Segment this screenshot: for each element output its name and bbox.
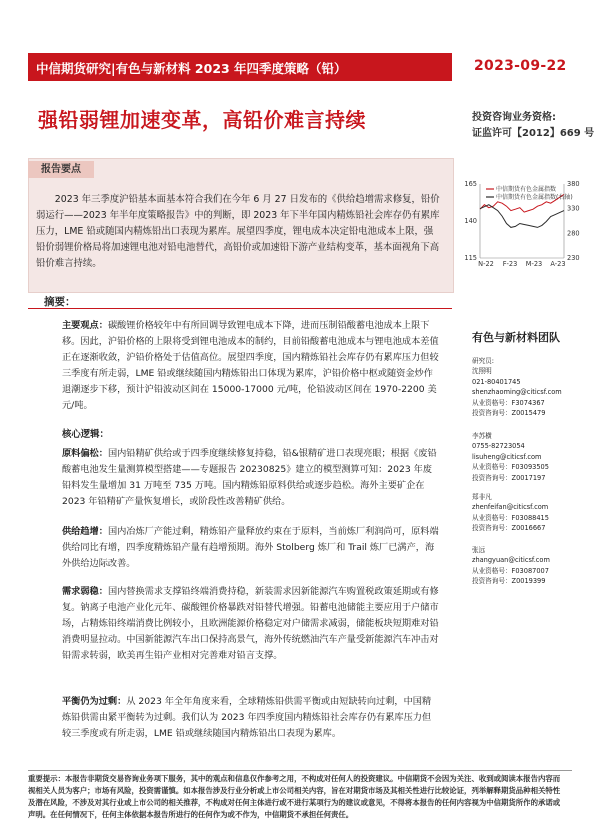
paragraph-text: 从 2023 年全年角度来看，全球精炼铅供需平衡或由短缺转向过剩，中国精炼铅供需由紧平衡转为过剩。我们认为 2023 年四季度国内精炼铅社会库存仍有累库压力但较三季度或有所走弱，LME 铅或继续随国内精炼铅出口表现为累库。 xyxy=(62,696,432,739)
member-cert: 投资咨询号：Z0015479 xyxy=(472,409,546,418)
left-axis-tick-label: 140 xyxy=(464,217,477,225)
member-cert: 从业资格号：F03093505 xyxy=(472,463,549,472)
abstract-label: 摘要： xyxy=(44,296,76,308)
lead-price-chart xyxy=(460,178,586,270)
member-email[interactable]: zhangyuan@citicsf.com xyxy=(472,556,550,565)
paragraph-main-view xyxy=(62,318,440,414)
paragraph-text: 国内冶炼厂产能过剩，精炼铅产量释放约束在于原料，当前炼厂利润尚可，原料端供给同比有增，四季度精炼铅产量有趋增预期。海外 Stolberg 炼厂和 Trail 炼厂已满产，海外供给边际改善。 xyxy=(62,526,439,569)
member-name: 郑非凡 xyxy=(472,493,492,501)
member-email[interactable]: lisuheng@citicsf.com xyxy=(472,452,542,461)
team-member xyxy=(472,356,562,418)
team-title: 有色与新材料团队 xyxy=(472,331,560,344)
member-cert: 从业资格号：F03088415 xyxy=(472,513,549,522)
report-series-title: 中信期货研究|有色与新材料 2023 年四季度策略（铅） xyxy=(36,61,347,76)
right-axis-tick-label: 230 xyxy=(567,254,580,262)
paragraph-lead: 主要观点： xyxy=(62,320,108,331)
paragraph-balance xyxy=(62,694,440,742)
member-cert: 投资咨询号：Z0019399 xyxy=(472,577,546,586)
qualification-line-1: 投资咨询业务资格: xyxy=(472,112,556,123)
paragraph-lead: 需求弱稳： xyxy=(62,586,108,597)
paragraph-raw-material xyxy=(62,446,440,510)
role-label: 研究员: xyxy=(472,357,495,365)
team-member xyxy=(472,492,549,534)
paragraph-supply xyxy=(62,524,440,572)
member-email[interactable]: zhenfeifan@citicsf.com xyxy=(472,503,549,512)
member-name: 李苏横 xyxy=(472,432,492,440)
paragraph-text: 国内替换需求支撑铅终端消费持稳，新装需求因新能源汽车购置税政策延期或有修复。钠离子电池产业化元年、碳酸锂价格暴跌对铅替代增强。铅蓄电池储能主要应用于户储市场，占精炼铅终端消费比例较小，且欧洲能源价格稳定对户储需求减弱，储能板块短期难对铅消费明显拉动。中国新能源汽车出口保持高景气，海外传统燃油汽车产量受新能源汽车冲击对铅需求转弱，欧美再生铅产业相对完善难对铅言支撑。 xyxy=(62,586,439,661)
paragraph-text: 国内铅精矿供给或于四季度继续修复持稳，铅&银精矿进口表现亮眼；根据《废铅酸蓄电池发生量测算模型搭建——专题报告 20230825》建立的模型测算可知：2023 年废铅料发生量增加 31 万吨至 735 万吨。国内精炼铅原料供给或逐步趋松。海外主要矿企在 2023 年铅精矿产量恢复增长，或阶段性改善精矿供给。 xyxy=(62,448,437,507)
member-name: 张远 xyxy=(472,546,486,554)
paragraph-lead: 供给趋增： xyxy=(62,526,108,537)
paragraph-demand xyxy=(62,584,440,664)
right-axis-tick-label: 330 xyxy=(567,204,580,213)
disclaimer-text: 重要提示：本报告非期货交易咨询业务项下服务，其中的观点和信息仅作参考之用，不构成对任何人的投资建议。中信期货不会因为关注、收到或阅读本报告内容而视相关人员为客户；市场有风险，投资需谨慎。如本报告涉及行业分析或上市公司相关内容，旨在对期货市场及其相关性进行比较论证，列举解释期货品种相关特性及潜在风险，不涉及对其行业或上市公司的相关推荐，不构成对任何主体进行或不进行某项行为的建议或意见，不得将本报告的任何内容视为中信期货所作的承诺或声明。在任何情况下，任何主体依据本报告所进行的任何作为或不作为，中信期货不承担任何责任。 xyxy=(28,774,561,819)
right-axis-tick-label: 380 xyxy=(567,180,580,188)
right-axis-tick-label: 280 xyxy=(567,229,580,238)
page-title: 强铅弱锂加速变革，高铅价难言持续 xyxy=(38,108,366,132)
member-phone: 0755-82723054 xyxy=(472,442,525,451)
qualification-line-2: 证监许可【2012】669 号 xyxy=(472,128,595,139)
paragraph-lead: 原料偏松： xyxy=(62,448,108,459)
paragraph-lead: 平衡仍为过剩： xyxy=(62,696,127,707)
legend-label-1: 中信期货有色金属指数(右轴) xyxy=(496,194,573,201)
summary-label: 报告要点 xyxy=(28,161,94,178)
member-cert: 投资咨询号：Z0017197 xyxy=(472,473,546,482)
x-axis-tick-label: M-23 xyxy=(525,260,543,268)
summary-text: 2023 年三季度沪铅基本面基本符合我们在今年 6 月 27 日发布的《供给趋增需求修复，铅价弱运行——2023 年半年度策略报告》中的判断，即 2023 年下半年国内精炼铅社会库存仍有累库压力，LME 铅或随国内精炼铅出口表现为累库。展望四季度，锂电成本决定铅电池成本上限，强铅价弱锂价格局将加速锂电池对铅电池替代，高铅价或加速铅下游产业结构变革，基本面视角下高铅价难言持续。 xyxy=(36,194,440,269)
legend-label-0: 中信期货有色金属指数 xyxy=(496,186,557,193)
disclaimer-divider xyxy=(28,770,572,771)
x-axis-tick-label: A-23 xyxy=(550,260,566,268)
team-member xyxy=(472,545,550,587)
member-cert: 投资咨询号：Z0016667 xyxy=(472,524,546,533)
left-axis-tick-label: 165 xyxy=(464,180,477,188)
member-name: 沈照明 xyxy=(472,367,492,376)
left-axis-tick-label: 115 xyxy=(464,254,477,262)
paragraph-text: 碳酸锂价格较年中有所回调导致锂电成本下降，进而压制铅酸蓄电池成本上限下移。因此，沪铅价格的上限将受到锂电池成本的制约，目前铅酸蓄电池成本与锂电池成本差值正在逐渐收敛，沪铅价格处于估值高位。展望四季度，国内精炼铅社会库存仍有累库压力但较三季度有所走弱，LME 铅或继续随国内精炼铅出口体现为累库，沪铅价格中枢或随资金炒作退潮逐步下移，预计沪铅波动区间在 15000-17000 元/吨，伦铅波动区间在 1970-2200 美元/吨。 xyxy=(62,320,439,411)
core-logic-label: 核心逻辑： xyxy=(62,429,109,440)
member-email[interactable]: shenzhaoming@citicsf.com xyxy=(472,388,562,397)
abstract-divider xyxy=(28,308,452,309)
team-member xyxy=(472,431,549,483)
series-line-1 xyxy=(480,205,564,228)
x-axis-tick-label: F-23 xyxy=(502,260,518,268)
x-axis-tick-label: N-22 xyxy=(478,260,494,268)
member-cert: 从业资格号：F03087007 xyxy=(472,566,549,575)
member-phone: 021-80401745 xyxy=(472,377,521,386)
report-date: 2023-09-22 xyxy=(474,58,567,74)
member-cert: 从业资格号：F3074367 xyxy=(472,398,545,407)
